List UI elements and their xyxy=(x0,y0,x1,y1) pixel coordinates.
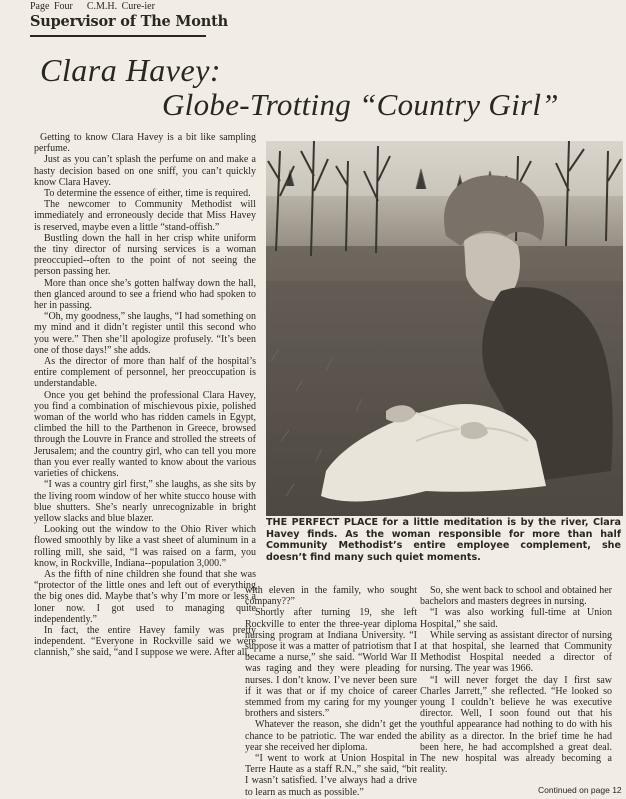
paragraph: Looking out the window to the Ohio River which flowed smoothly by like a vast sheet of aluminum in a rolling mill, she said, “I was raised on a farm, you know, in Rockville, Indiana--population 3,000.” xyxy=(34,524,256,569)
paragraph: Bustling down the hall in her crisp white uniform the tiny director of nursing services is a woman preoccupied--often to the point of not seeing the person passing her. xyxy=(34,232,256,278)
paragraph: “I was also working full-time at Union Hospital,” she said. xyxy=(420,607,612,630)
section-rule xyxy=(30,35,206,37)
paragraph: As the director of more than half of the hospital’s entire complement of personnel, her preoccupation is understandable. xyxy=(34,356,256,390)
continued-note: Continued on page 12 xyxy=(538,785,622,795)
article-column-1 xyxy=(34,132,256,797)
paragraph: Whatever the reason, she didn’t get the chance to be patriotic. The war ended the year she received her diploma. xyxy=(245,719,417,753)
publication-name: C.M.H. Cure-ier xyxy=(86,1,155,12)
article-column-3 xyxy=(420,585,612,785)
paragraph: “Oh, my goodness,” she laughs, “I had something on my mind and it didn’t register until this second who you were.” Then she’ll apologize profusely. “It’s been one of those days!” she adds. xyxy=(34,311,256,356)
paragraph: “I will never forget the day I first saw Charles Jarrett,” she reflected. “He looked so young I couldn’t believe he was executive director. Well, I soon found out that his youthful appearance had nothing to do with his ability as a director. In the brief time he had been here, he had accomplshed a great deal. The new hospital was already becoming a reality. xyxy=(420,674,612,776)
paragraph: As the fifth of nine children she found that she was “protector of the little ones and left out of everything the big ones did. Maybe that’s why I’m more or less a loner now. I got used to managing quite independently.” xyxy=(34,568,256,625)
article-column-2 xyxy=(245,585,417,797)
paragraph: Shortly after turning 19, she left Rockville to enter the three-year diploma nursing program at Indiana University. “I suppose it was a matter of patriotism that I became a nurse,” she said. “World War II was raging and they were pleading for nurses. I don’t know. I’ve never been sure if it was that or if my choice of career stemmed from my caring for my younger brothers and sisters.” xyxy=(245,607,417,720)
paragraph: In fact, the entire Havey family was pretty independent. “Everyone in Rockville said we were clannish,” she said, “and I suppose we were. After all, xyxy=(34,624,256,659)
paragraph: “I was a country girl first,” she laughs, as she sits by the living room window of her white stucco house with blue shutters. She’s nearly unrecognizable in bright yellow slacks and blue blazer. xyxy=(34,479,256,524)
paragraph: Getting to know Clara Havey is a bit like sampling perfume. xyxy=(34,132,256,155)
photo-caption: THE PERFECT PLACE for a little meditation is by the river, Clara Havey finds. As the woman responsible for more than half Community Methodist’s entire employee complement, she doesn’t find many such quiet moments. xyxy=(266,517,621,563)
paragraph: “I went to work at Union Hospital in Terre Haute as a staff R.N.,” she said, “bit I wasn’t satisfied. I’ve always had a drive to learn as much as possible.” xyxy=(245,753,417,797)
section-title: Supervisor of The Month xyxy=(30,13,228,30)
photo-clara-havey-by-river xyxy=(266,141,623,516)
paragraph: So, she went back to school and obtained her bachelors and masters degrees in nursing. xyxy=(420,585,612,608)
photo-illustration xyxy=(266,141,623,516)
paragraph: The newcomer to Community Methodist will immediately and erroneously decide that Miss Havey is reserved, maybe even a little “stand-offish.” xyxy=(34,199,256,233)
paragraph: Just as you can’t splash the perfume on and make a hasty decision based on one sniff, you can’t quickly know Clara Havey. xyxy=(34,154,256,188)
paragraph: with eleven in the family, who sought company??” xyxy=(245,585,417,608)
paragraph: While serving as assistant director of nursing at that hospital, she learned that Community Methodist Hospital needed a director of nursing. The year was 1966. xyxy=(420,629,612,675)
paragraph: Once you get behind the professional Clara Havey, you find a combination of mischievous pixie, polished woman of the world who has ridden camels in Egypt, climbed the hill to the Parthenon in Greece, browsed through the Louvre in France and strolled the streets of Jerusalem; and the country girl, who can tell you more than you ever really wanted to know about the various varieties of chickens. xyxy=(34,389,256,480)
headline-subtitle: Globe-Trotting “Country Girl” xyxy=(162,87,559,122)
paragraph: To determine the essence of either, time is required. xyxy=(44,188,251,200)
headline-name: Clara Havey: xyxy=(40,52,222,88)
paragraph: More than once she’s gotten halfway down the hall, then glanced around to see a friend who had spoken to her in passing. xyxy=(34,277,256,312)
folio xyxy=(30,1,169,12)
page-number: Page Four xyxy=(30,1,73,12)
